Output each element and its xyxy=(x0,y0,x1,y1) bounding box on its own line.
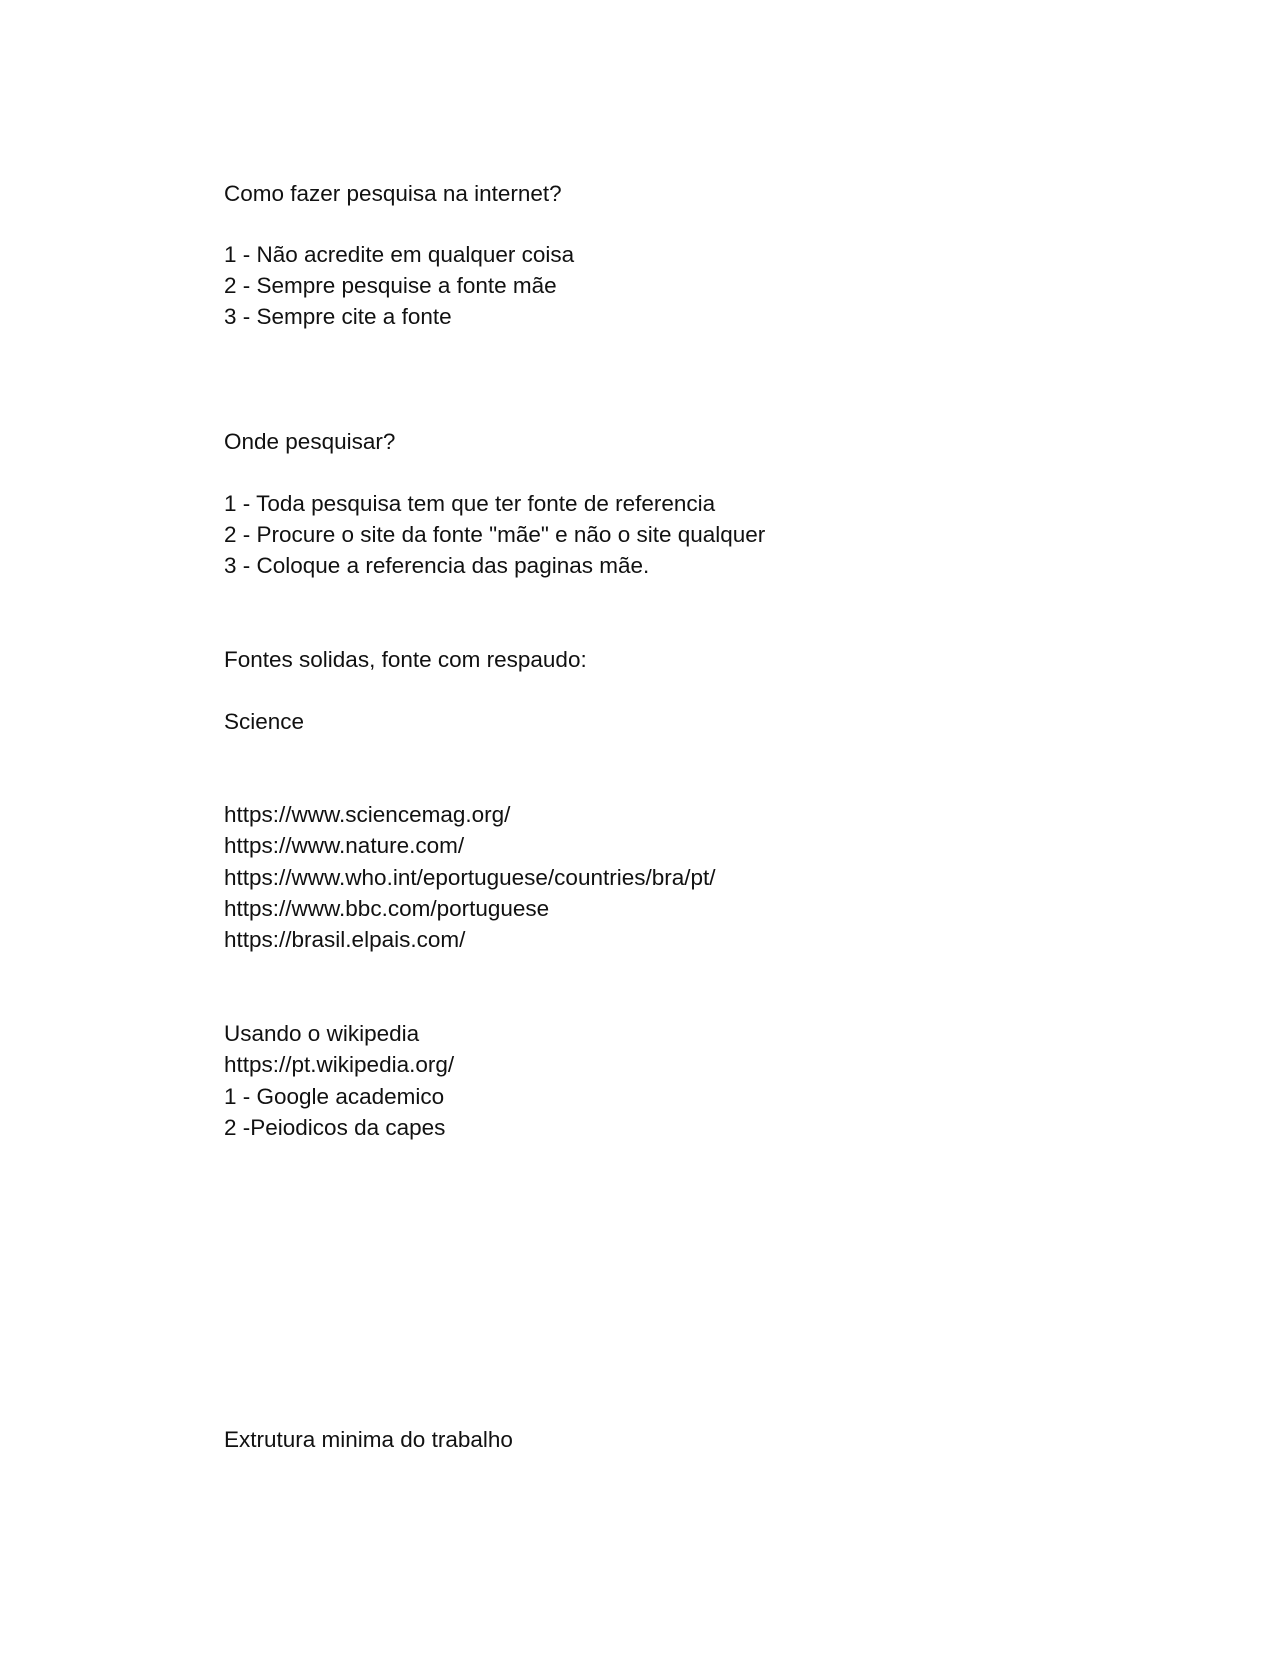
section-heading-wikipedia: Usando o wikipedia xyxy=(224,1021,420,1046)
section-heading-how-to-search: Como fazer pesquisa na internet? xyxy=(224,181,562,206)
source-link[interactable]: https://brasil.elpais.com/ xyxy=(224,927,466,952)
source-link[interactable]: https://www.bbc.com/portuguese xyxy=(224,896,550,921)
section-heading-solid-sources: Fontes solidas, fonte com respaudo: xyxy=(224,647,587,672)
list-item: 2 - Procure o site da fonte "mãe" e não o site qualquer xyxy=(224,522,766,547)
source-link[interactable]: https://www.nature.com/ xyxy=(224,833,465,858)
source-link[interactable]: https://www.sciencemag.org/ xyxy=(224,802,511,827)
section-heading-minimum-structure: Extrutura minima do trabalho xyxy=(224,1427,513,1452)
wikipedia-link[interactable]: https://pt.wikipedia.org/ xyxy=(224,1052,455,1077)
list-item: 1 - Toda pesquisa tem que ter fonte de referencia xyxy=(224,491,716,516)
subheading-science: Science xyxy=(224,709,305,734)
list-item: 3 - Coloque a referencia das paginas mãe. xyxy=(224,553,650,578)
section-heading-where-to-search: Onde pesquisar? xyxy=(224,429,396,454)
source-link[interactable]: https://www.who.int/eportuguese/countries/bra/pt/ xyxy=(224,865,716,890)
list-item: 2 -Peiodicos da capes xyxy=(224,1115,446,1140)
list-item: 1 - Google academico xyxy=(224,1084,445,1109)
list-item: 3 - Sempre cite a fonte xyxy=(224,304,452,329)
list-item: 2 - Sempre pesquise a fonte mãe xyxy=(224,273,557,298)
list-item: 1 - Não acredite em qualquer coisa xyxy=(224,242,575,267)
